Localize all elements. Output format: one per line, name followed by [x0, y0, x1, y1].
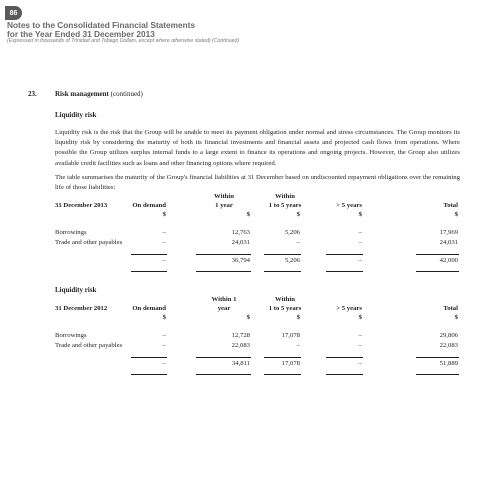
subtotal-rule — [416, 357, 459, 358]
col-within-1-line2-2012: year — [217, 305, 231, 312]
total-total-2012: 51,889 — [439, 360, 458, 367]
page-subtitle: (Expressed in thousands of Trinidad and Tobago Dollars, except where otherwise stated) (Continued) — [7, 38, 240, 44]
cell-total: 17,969 — [439, 229, 458, 236]
row-label-trade-payables-2012: Trade and other payables — [55, 342, 123, 349]
col-1to5-line1-2013: Within — [275, 193, 295, 200]
subtotal-rule — [196, 357, 251, 358]
section-title-text: Risk management — [55, 90, 109, 98]
currency-on-demand-2013: $ — [162, 211, 166, 218]
cell-total: 22,083 — [439, 342, 458, 349]
cell-1to5: 17,078 — [281, 332, 300, 339]
row-label-borrowings-2013: Borrowings — [55, 229, 87, 236]
cell-1to5: – — [296, 239, 300, 246]
total-within-1-2013: 36,794 — [231, 257, 250, 264]
col-over-5-2012: > 5 years — [336, 305, 362, 312]
subtotal-rule — [131, 254, 167, 255]
cell-within-1: 12,728 — [231, 332, 250, 339]
currency-within-1-2013: $ — [246, 211, 250, 218]
total-rule — [264, 271, 301, 272]
total-rule — [196, 374, 251, 375]
col-within-1-line1-2012: Within 1 — [211, 296, 237, 303]
total-1to5-2012: 17,078 — [281, 360, 300, 367]
cell-over-5: – — [358, 239, 362, 246]
cell-over-5: – — [358, 229, 362, 236]
cell-total: 29,806 — [439, 332, 458, 339]
total-total-2013: 42,000 — [439, 257, 458, 264]
col-over-5-2013: > 5 years — [336, 202, 362, 209]
col-1to5-line1-2012: Within — [275, 296, 295, 303]
row-label-trade-payables-2013: Trade and other payables — [55, 239, 123, 246]
total-over-5-2013: – — [358, 257, 362, 264]
row-label-borrowings-2012: Borrowings — [55, 332, 87, 339]
cell-total: 24,031 — [439, 239, 458, 246]
currency-total-2013: $ — [454, 211, 458, 218]
col-1to5-line2-2013: 1 to 5 years — [268, 202, 302, 209]
total-on-demand-2013: – — [162, 257, 166, 264]
currency-within-1-2012: $ — [246, 314, 250, 321]
col-on-demand-2013: On demand — [132, 202, 166, 209]
cell-on-demand: – — [162, 239, 166, 246]
cell-on-demand: – — [162, 332, 166, 339]
total-rule — [416, 271, 459, 272]
total-within-1-2012: 34,811 — [231, 360, 250, 367]
cell-on-demand: – — [162, 342, 166, 349]
liquidity-paragraph-2: The table summarises the maturity of the Group's financial liabilities at 31 December based on undiscounted repayment obligations over the remaining life of those liabilities: — [55, 174, 460, 192]
subtotal-rule — [326, 357, 363, 358]
col-total-2012: Total — [443, 305, 458, 312]
total-on-demand-2012: – — [162, 360, 166, 367]
col-1to5-line2-2012: 1 to 5 years — [268, 305, 302, 312]
section-number: 23. — [28, 90, 37, 98]
total-rule — [326, 374, 363, 375]
currency-on-demand-2012: $ — [162, 314, 166, 321]
cell-over-5: – — [358, 342, 362, 349]
cell-1to5: – — [296, 342, 300, 349]
subtotal-rule — [131, 357, 167, 358]
section-title — [55, 90, 143, 98]
cell-within-1: 24,031 — [231, 239, 250, 246]
total-rule — [326, 271, 363, 272]
liquidity-risk-heading: Liquidity risk — [55, 111, 97, 119]
period-label-2012: 31 December 2012 — [55, 305, 108, 312]
page-number-badge: 86 — [5, 6, 22, 20]
liquidity-risk-heading-2012: Liquidity risk — [55, 286, 97, 294]
subtotal-rule — [196, 254, 251, 255]
cell-on-demand: – — [162, 229, 166, 236]
subtotal-rule — [264, 254, 301, 255]
cell-within-1: 22,083 — [231, 342, 250, 349]
currency-1to5-2012: $ — [296, 314, 300, 321]
total-rule — [131, 374, 167, 375]
total-over-5-2012: – — [358, 360, 362, 367]
col-on-demand-2012: On demand — [132, 305, 166, 312]
total-rule — [416, 374, 459, 375]
total-rule — [264, 374, 301, 375]
total-rule — [196, 271, 251, 272]
col-within-1-line2-2013: 1 year — [215, 202, 233, 209]
period-label-2013: 31 December 2013 — [55, 202, 108, 209]
cell-over-5: – — [358, 332, 362, 339]
subtotal-rule — [326, 254, 363, 255]
total-rule — [131, 271, 167, 272]
subtotal-rule — [416, 254, 459, 255]
section-title-suffix: (continued) — [110, 90, 143, 98]
page-title-line1: Notes to the Consolidated Financial Statements — [7, 20, 196, 30]
currency-total-2012: $ — [454, 314, 458, 321]
cell-within-1: 12,763 — [231, 229, 250, 236]
liquidity-paragraph-1: Liquidity risk is the risk that the Group will be unable to meet its payment obligation under normal and stress circumstances. The Group monitors its liquidity risk by considering the maturity of both its financial investments and financial assets and projected cash flows from operations. Where possible the Group utilizes surplus internal funds to a large extent to finance its operations and ongoing projects. However, the Group also utilizes available credit facilities such as loans and other financing options where required. — [55, 129, 460, 167]
currency-1to5-2013: $ — [296, 211, 300, 218]
currency-over-5-2012: $ — [358, 314, 362, 321]
col-total-2013: Total — [443, 202, 458, 209]
col-within-1-line1-2013: Within — [214, 193, 234, 200]
subtotal-rule — [264, 357, 301, 358]
page-title-line2: for the Year Ended 31 December 2013 — [7, 29, 155, 39]
currency-over-5-2013: $ — [358, 211, 362, 218]
total-1to5-2013: 5,206 — [284, 257, 300, 264]
cell-1to5: 5,206 — [284, 229, 300, 236]
